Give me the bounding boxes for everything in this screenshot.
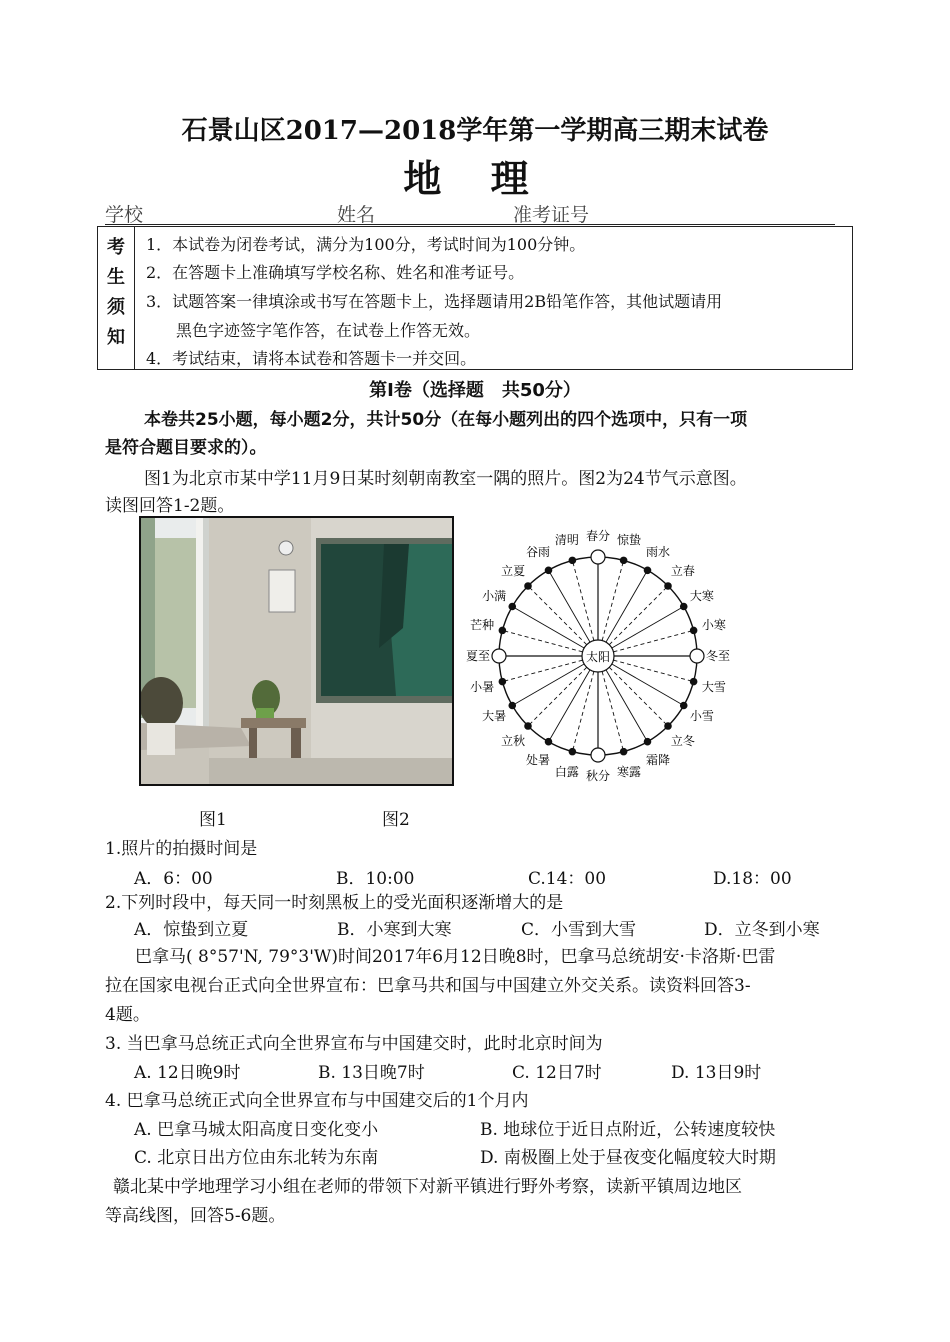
term-label: 立冬: [670, 733, 695, 748]
q3-option-a[interactable]: A. 12日晚9时: [134, 1063, 241, 1083]
term-ray: [609, 586, 668, 645]
term-point: [690, 649, 704, 663]
term-ray: [602, 560, 623, 640]
figure2-caption: 图2: [382, 810, 410, 830]
term-point: [509, 702, 515, 708]
term-ray: [572, 560, 593, 640]
intro-text: 图1为北京市某中学11月9日某时刻朝南教室一隅的照片。图2为24节气示意图。: [144, 469, 747, 489]
term-label: 寒露: [617, 764, 642, 779]
term-point: [525, 723, 531, 729]
figure1-caption: 图1: [199, 810, 227, 830]
notice-item: 3．试题答案一律填涂或书写在答题卡上，选择题请用2B铅笔作答，其他试题请用: [146, 292, 723, 311]
term-ray: [613, 660, 693, 681]
notice-item: 4．考试结束，请将本试卷和答题卡一并交回。: [146, 349, 477, 368]
term-label: 大寒: [689, 589, 714, 603]
term-label: 处暑: [525, 752, 551, 767]
notice-heading-char: 知: [107, 327, 125, 348]
term-label: 春分: [585, 529, 611, 543]
term-point: [569, 557, 575, 563]
term-ray: [609, 667, 668, 726]
term-ray: [572, 671, 593, 751]
question-3: 3. 当巴拿马总统正式向全世界宣布与中国建交时，此时北京时间为: [105, 1034, 603, 1054]
term-point: [525, 583, 531, 589]
term-label: 立春: [670, 564, 695, 579]
term-point: [545, 739, 551, 745]
q3-option-d[interactable]: D. 13日9时: [671, 1063, 762, 1083]
exam-notice-box: [97, 226, 853, 370]
term-label: 谷雨: [525, 545, 551, 560]
intro-text-3: 赣北某中学地理学习小组在老师的带领下对新平镇进行野外考察，读新平镇周边地区: [113, 1177, 742, 1197]
term-point: [591, 748, 605, 762]
intro-text-2-cont: 拉在国家电视台正式向全世界宣布：巴拿马共和国与中国建立外交关系。读资料回答3-: [105, 976, 751, 996]
intro-text-2-cont2: 4题。: [105, 1005, 150, 1025]
question-2: 2.下列时段中，每天同一时刻黑板上的受光面积逐渐增大的是: [105, 893, 564, 913]
school-label: 学校: [105, 204, 144, 226]
subject-title: 地 理: [403, 156, 547, 201]
sun-label: 太阳: [585, 650, 611, 664]
question-1: 1.照片的拍摄时间是: [105, 839, 258, 859]
notice-heading-char: 考: [107, 237, 125, 258]
solar-terms-diagram: [458, 518, 758, 793]
term-label: 小满: [482, 589, 507, 603]
term-point: [499, 678, 505, 684]
q1-option-b[interactable]: B．10:00: [336, 869, 415, 889]
q2-option-c[interactable]: C．小雪到大雪: [521, 920, 637, 940]
exam-title: 石景山区2017—2018学年第一学期高三期末试卷: [181, 116, 769, 146]
term-point: [545, 567, 551, 573]
q4-option-c[interactable]: C. 北京日出方位由东北转为东南: [134, 1148, 379, 1168]
part-title: 第Ⅰ卷（选择题 共50分）: [369, 380, 581, 401]
notice-heading-char: 生: [107, 267, 125, 288]
intro-text-3-cont: 等高线图，回答5-6题。: [105, 1206, 286, 1226]
term-label: 立秋: [501, 733, 526, 748]
term-label: 大暑: [482, 709, 507, 723]
term-point: [665, 583, 671, 589]
term-label: 小雪: [689, 709, 714, 723]
part-instructions: 本卷共25小题，每小题2分，共计50分（在每小题列出的四个选项中，只有一项: [144, 410, 748, 430]
notice-item: 2．在答题卡上准确填写学校名称、姓名和准考证号。: [146, 263, 525, 282]
term-point: [509, 603, 515, 609]
q2-option-d[interactable]: D．立冬到小寒: [704, 920, 820, 940]
term-label: 小寒: [701, 617, 726, 632]
term-label: 秋分: [585, 769, 611, 783]
q2-option-b[interactable]: B．小寒到大寒: [337, 920, 452, 940]
term-point: [620, 748, 626, 754]
term-point: [644, 567, 650, 573]
term-ray: [528, 586, 587, 645]
term-point: [690, 678, 696, 684]
term-point: [492, 649, 506, 663]
q4-option-b[interactable]: B. 地球位于近日点附近，公转速度较快: [480, 1120, 776, 1140]
term-label: 立夏: [501, 564, 526, 579]
term-label: 清明: [554, 533, 579, 548]
term-ray: [528, 667, 587, 726]
notice-heading-char: 须: [107, 297, 125, 318]
q3-option-b[interactable]: B. 13日晚7时: [318, 1063, 425, 1083]
notice-item: 黑色字迹签字笔作答，在试卷上作答无效。: [176, 321, 481, 340]
q4-option-a[interactable]: A. 巴拿马城太阳高度日变化变小: [134, 1120, 379, 1140]
q3-option-c[interactable]: C. 12日7时: [512, 1063, 602, 1083]
intro-text-2: 巴拿马( 8°57'N, 79°3'W)时间2017年6月12日晚8时，巴拿马总统胡安·卡洛斯·巴雷: [135, 947, 776, 967]
term-label: 小暑: [470, 680, 495, 695]
name-label: 姓名: [337, 204, 376, 226]
notice-item: 1．本试卷为闭卷考试，满分为100分，考试时间为100分钟。: [146, 235, 586, 254]
notice-heading: [98, 227, 135, 369]
q1-option-d[interactable]: D.18：00: [713, 869, 792, 889]
term-point: [644, 739, 650, 745]
term-label: 芒种: [470, 617, 495, 632]
term-point: [569, 748, 575, 754]
term-point: [690, 627, 696, 633]
term-ray: [602, 671, 623, 751]
term-label: 夏至: [465, 649, 491, 663]
term-label: 霜降: [645, 752, 671, 767]
part-instructions-cont: 是符合题目要求的）。: [105, 438, 267, 458]
classroom-photo-drawing: [141, 518, 452, 784]
q1-option-a[interactable]: A．6：00: [134, 869, 213, 889]
q4-option-d[interactable]: D. 南极圈上处于昼夜变化幅度较大时期: [480, 1148, 776, 1168]
id-label: 准考证号: [513, 204, 590, 226]
term-label: 冬至: [705, 649, 731, 663]
term-point: [681, 603, 687, 609]
term-ray: [613, 630, 693, 651]
term-label: 大雪: [701, 680, 726, 695]
q2-option-a[interactable]: A．惊蛰到立夏: [134, 920, 249, 940]
intro-text-cont: 读图回答1-2题。: [105, 496, 235, 516]
term-ray: [502, 660, 582, 681]
student-info-line: [105, 200, 835, 225]
term-point: [591, 550, 605, 564]
question-4: 4. 巴拿马总统正式向全世界宣布与中国建交后的1个月内: [105, 1091, 529, 1111]
term-point: [665, 723, 671, 729]
term-point: [681, 702, 687, 708]
term-point: [499, 627, 505, 633]
term-point: [620, 557, 626, 563]
q1-option-c[interactable]: C.14：00: [528, 869, 607, 889]
term-label: 雨水: [645, 545, 671, 560]
term-label: 惊蛰: [617, 533, 642, 548]
classroom-photo: [139, 516, 454, 786]
term-label: 白露: [554, 764, 579, 779]
term-ray: [502, 630, 582, 651]
